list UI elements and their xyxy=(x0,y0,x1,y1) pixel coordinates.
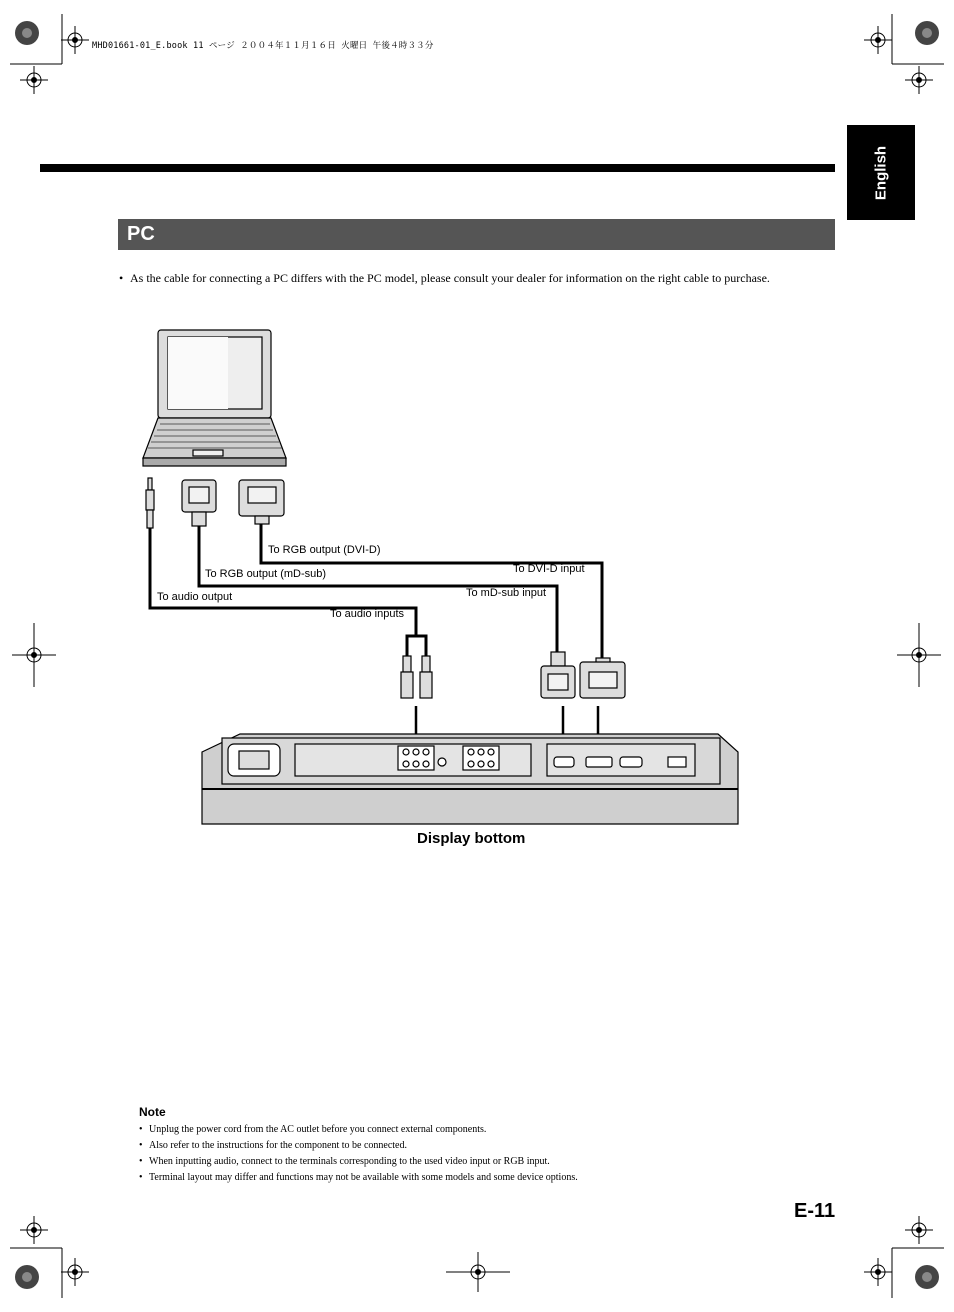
label-audio-output: To audio output xyxy=(157,591,233,603)
mdsub-plug-icon xyxy=(182,480,216,526)
list-item xyxy=(139,1155,578,1171)
laptop-icon xyxy=(143,330,286,466)
label-mdsub-input: To mD-sub input xyxy=(466,587,547,599)
bullet-dot: • xyxy=(139,1140,143,1151)
mdsub-plug-icon xyxy=(541,652,575,698)
note-item-text: Terminal layout may differ and functions may not be available with some models and some device options. xyxy=(149,1172,578,1183)
intro-text: As the cable for connecting a PC differs with the PC model, please consult your dealer for information on the right cable to purchase. xyxy=(130,271,770,285)
bullet-dot: • xyxy=(139,1172,143,1183)
label-dvid-input: To DVI-D input xyxy=(513,563,585,575)
label-rgb-output-mdsub: To RGB output (mD-sub) xyxy=(205,568,327,580)
note-item-text: Also refer to the instructions for the component to be connected. xyxy=(149,1140,407,1151)
section-title: PC xyxy=(127,223,155,245)
language-tab-label: English xyxy=(872,145,890,200)
list-item xyxy=(139,1123,578,1139)
rca-plug-icon xyxy=(401,656,432,698)
note-item-text: Unplug the power cord from the AC outlet before you connect external components. xyxy=(149,1124,487,1135)
dvid-plug-icon xyxy=(580,658,625,698)
diagram-caption: Display bottom xyxy=(417,830,526,847)
display-bottom-panel xyxy=(202,734,738,824)
note-item-text: When inputting audio, connect to the terminals corresponding to the used video input or RGB input. xyxy=(149,1156,550,1167)
bullet-dot: • xyxy=(139,1156,143,1167)
list-item xyxy=(139,1171,578,1187)
note-title: Note xyxy=(139,1105,166,1119)
audio-plug-icon xyxy=(146,478,154,528)
dvid-plug-icon xyxy=(239,480,284,524)
bullet-dot: • xyxy=(139,1124,143,1135)
label-audio-inputs: To audio inputs xyxy=(330,608,404,620)
list-item xyxy=(139,1139,578,1155)
print-header-meta: MHD01661-01_E.book 11 ページ ２００４年１１月１６日 火曜日 午後４時３３分 xyxy=(92,41,434,51)
label-rgb-output-dvid: To RGB output (DVI-D) xyxy=(268,544,381,556)
page-number: E-11 xyxy=(794,1200,836,1222)
note-list xyxy=(139,1123,578,1187)
bullet-dot: • xyxy=(119,271,124,285)
